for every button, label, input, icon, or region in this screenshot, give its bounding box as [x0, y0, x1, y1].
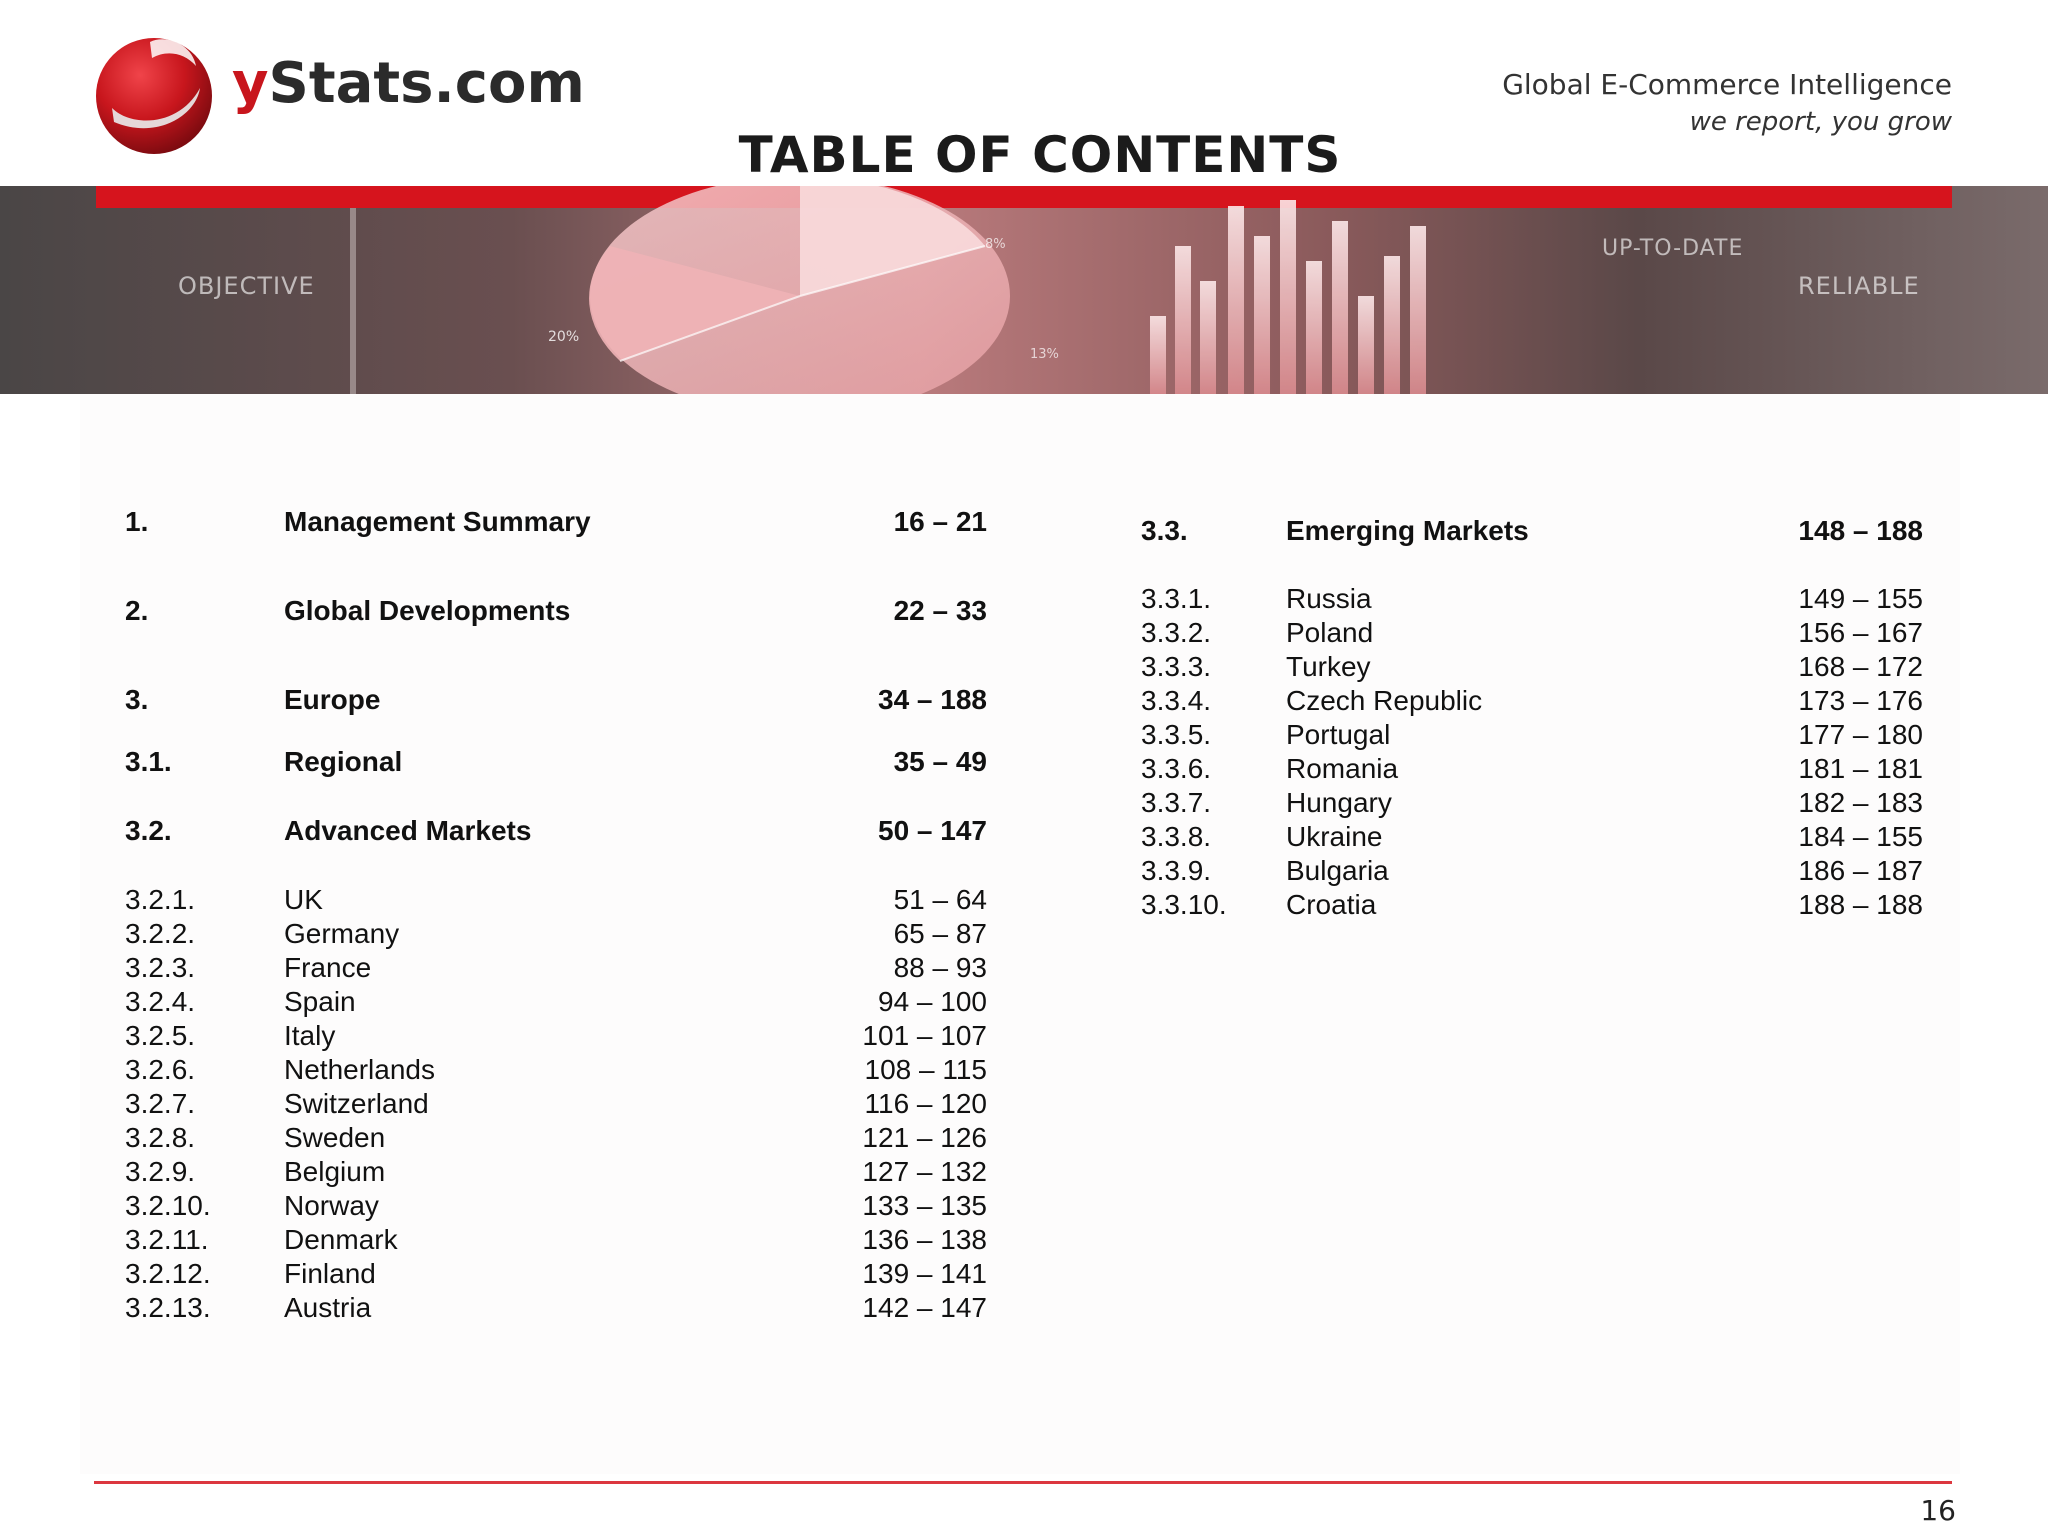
- toc-entry-number: 3.3.2.: [1141, 617, 1212, 648]
- toc-entry-pages: 50 – 147: [878, 815, 987, 846]
- toc-entry-pages: 149 – 155: [1798, 583, 1923, 614]
- toc-entry-title: Hungary: [1286, 787, 1392, 818]
- toc-entry-number: 3.2.6.: [125, 1054, 196, 1085]
- toc-entry[interactable]: [125, 1291, 987, 1325]
- toc-entry-title: Portugal: [1286, 719, 1391, 750]
- toc-entry-title: Netherlands: [284, 1054, 435, 1085]
- toc-entry-title: Norway: [284, 1190, 379, 1221]
- banner-word-objective: OBJECTIVE: [178, 272, 315, 300]
- toc-entry-number: 3.1.: [125, 746, 172, 777]
- toc-entry-pages: 35 – 49: [893, 746, 987, 777]
- toc-entry[interactable]: [125, 745, 987, 779]
- toc-entry-title: Spain: [284, 986, 356, 1017]
- toc-entry-title: Regional: [284, 746, 403, 777]
- toc-entry-title: Poland: [1286, 617, 1374, 648]
- toc-entry-title: Global Developments: [284, 595, 571, 626]
- toc-entry-title: Sweden: [284, 1122, 386, 1153]
- toc-entry-pages: 173 – 176: [1798, 685, 1923, 716]
- toc-entry-title: Management Summary: [284, 506, 591, 537]
- banner-chart-label-3: 13%: [1030, 347, 1059, 362]
- toc-entry-number: 3.3.4.: [1141, 685, 1212, 716]
- banner-chart-label-1: 20%: [548, 329, 580, 345]
- toc-entry-number: 3.3.5.: [1141, 719, 1212, 750]
- toc-entry-number: 3.2.13.: [125, 1292, 211, 1323]
- toc-entry-number: 3.2.10.: [125, 1190, 211, 1221]
- toc-entry-pages: 156 – 167: [1798, 617, 1923, 648]
- toc-entry-title: Emerging Markets: [1286, 515, 1529, 546]
- toc-entry-pages: 168 – 172: [1798, 651, 1923, 682]
- toc-entry[interactable]: [1141, 582, 1923, 616]
- toc-entry-number: 3.3.3.: [1141, 651, 1212, 682]
- toc-entry-number: 3.3.10.: [1141, 889, 1227, 920]
- toc-entry[interactable]: [1141, 650, 1923, 684]
- toc-entry-number: 3.3.7.: [1141, 787, 1212, 818]
- toc-entry[interactable]: [125, 1019, 987, 1053]
- toc-entry[interactable]: [1141, 820, 1923, 854]
- toc-entry-pages: 101 – 107: [862, 1020, 987, 1051]
- toc-entry-pages: 181 – 181: [1798, 753, 1923, 784]
- toc-entry[interactable]: [125, 505, 987, 539]
- header-banner: [0, 186, 2048, 394]
- toc-entry-pages: 184 – 155: [1798, 821, 1923, 852]
- toc-entry[interactable]: [125, 1223, 987, 1257]
- banner-pie-graphic: [589, 186, 1010, 394]
- toc-entry-pages: 16 – 21: [893, 506, 987, 537]
- toc-entry[interactable]: [125, 1257, 987, 1291]
- toc-entry-pages: 186 – 187: [1798, 855, 1923, 886]
- toc-entry-pages: 188 – 188: [1798, 889, 1923, 920]
- toc-entry-pages: 108 – 115: [864, 1054, 987, 1085]
- toc-entry-number: 3.2.2.: [125, 918, 196, 949]
- toc-entry-pages: 51 – 64: [893, 884, 987, 915]
- toc-entry-pages: 65 – 87: [893, 918, 987, 949]
- toc-entry-title: Denmark: [284, 1224, 398, 1255]
- toc-entry-title: Russia: [1286, 583, 1372, 614]
- toc-entry-pages: 116 – 120: [864, 1088, 987, 1119]
- toc-entry-number: 1.: [125, 506, 149, 537]
- toc-entry-title: Ukraine: [1286, 821, 1383, 852]
- toc-entry-title: UK: [284, 884, 323, 915]
- toc-entry-number: 3.2.4.: [125, 986, 196, 1017]
- toc-entry-number: 3.2.11.: [125, 1224, 209, 1255]
- toc-entry-pages: 94 – 100: [878, 986, 987, 1017]
- toc-entry[interactable]: [1141, 888, 1923, 922]
- toc-entry-pages: 88 – 93: [893, 952, 987, 983]
- toc-entry-number: 3.2.12.: [125, 1258, 211, 1289]
- toc-entry[interactable]: [1141, 684, 1923, 718]
- tagline-line-2: we report, you grow: [1689, 107, 1952, 137]
- toc-entry-pages: 139 – 141: [862, 1258, 987, 1289]
- toc-entry-number: 3.2.9.: [125, 1156, 196, 1187]
- toc-entry-title: Italy: [284, 1020, 336, 1051]
- toc-entry-title: Bulgaria: [1286, 855, 1389, 886]
- toc-entry[interactable]: [125, 1155, 987, 1189]
- page-number: 16: [1920, 1494, 1956, 1527]
- toc-entry-title: Finland: [284, 1258, 376, 1289]
- toc-entry[interactable]: [125, 985, 987, 1019]
- toc-entry[interactable]: [125, 951, 987, 985]
- toc-entry-number: 3.: [125, 684, 149, 715]
- toc-entry-pages: 142 – 147: [862, 1292, 987, 1323]
- ystats-wordmark: [232, 51, 585, 116]
- toc-entry-title: France: [284, 952, 372, 983]
- toc-entry-number: 3.3.1.: [1141, 583, 1212, 614]
- toc-entry-pages: 182 – 183: [1798, 787, 1923, 818]
- banner-word-up-to-date: UP-TO-DATE: [1602, 236, 1744, 261]
- toc-entry-pages: 22 – 33: [893, 595, 987, 626]
- toc-entry[interactable]: [125, 1189, 987, 1223]
- toc-entry-number: 3.2.1.: [125, 884, 196, 915]
- toc-entry-number: 3.2.7.: [125, 1088, 196, 1119]
- toc-entry-pages: 34 – 188: [878, 684, 987, 715]
- toc-entry-title: Czech Republic: [1286, 685, 1483, 716]
- toc-entry-title: Europe: [284, 684, 381, 715]
- toc-entry-title: Turkey: [1286, 651, 1371, 682]
- toc-entry[interactable]: [125, 814, 987, 848]
- toc-entry-pages: 121 – 126: [862, 1122, 987, 1153]
- toc-entry[interactable]: [1141, 752, 1923, 786]
- wordmark-y: y: [232, 51, 269, 116]
- toc-entry-pages: 127 – 132: [862, 1156, 987, 1187]
- toc-entry[interactable]: [125, 594, 987, 628]
- tagline-line-1: Global E-Commerce Intelligence: [1502, 68, 1952, 101]
- toc-entry-number: 3.2.: [125, 815, 172, 846]
- toc-entry[interactable]: [125, 883, 987, 917]
- toc-entry-title: Belgium: [284, 1156, 386, 1187]
- toc-entry-pages: 148 – 188: [1798, 515, 1923, 546]
- toc-entry-title: Advanced Markets: [284, 815, 532, 846]
- banner-chart-label-2: 8%: [985, 237, 1006, 252]
- toc-entry-pages: 177 – 180: [1798, 719, 1923, 750]
- toc-entry-title: Austria: [284, 1292, 372, 1323]
- toc-entry-title: Romania: [1286, 753, 1399, 784]
- toc-entry[interactable]: [125, 1087, 987, 1121]
- page-title: TABLE OF CONTENTS: [738, 126, 1342, 184]
- toc-entry-number: 3.2.5.: [125, 1020, 196, 1051]
- banner-word-reliable: RELIABLE: [1798, 272, 1920, 300]
- toc-entry-pages: 133 – 135: [862, 1190, 987, 1221]
- toc-entry[interactable]: [1141, 786, 1923, 820]
- toc-entry-number: 3.3.6.: [1141, 753, 1212, 784]
- toc-entry-title: Switzerland: [284, 1088, 429, 1119]
- toc-entry[interactable]: [1141, 718, 1923, 752]
- toc-entry-number: 3.3.: [1141, 515, 1188, 546]
- footer-divider: [94, 1481, 1952, 1484]
- toc-entry-pages: 136 – 138: [862, 1224, 987, 1255]
- toc-entry-number: 3.2.3.: [125, 952, 196, 983]
- toc-entry[interactable]: [125, 1121, 987, 1155]
- toc-entry-number: 2.: [125, 595, 149, 626]
- toc-entry-number: 3.3.8.: [1141, 821, 1212, 852]
- toc-entry-title: Croatia: [1286, 889, 1377, 920]
- toc-entry[interactable]: [1141, 616, 1923, 650]
- toc-entry[interactable]: [125, 683, 987, 717]
- toc-entry-number: 3.2.8.: [125, 1122, 196, 1153]
- toc-entry[interactable]: [125, 1053, 987, 1087]
- toc-entry-title: Germany: [284, 918, 400, 949]
- wordmark-rest: Stats.com: [268, 51, 585, 116]
- toc-entry-number: 3.3.9.: [1141, 855, 1212, 886]
- toc-entry[interactable]: [1141, 854, 1923, 888]
- toc-entry[interactable]: [125, 917, 987, 951]
- toc-entry[interactable]: [1141, 514, 1923, 548]
